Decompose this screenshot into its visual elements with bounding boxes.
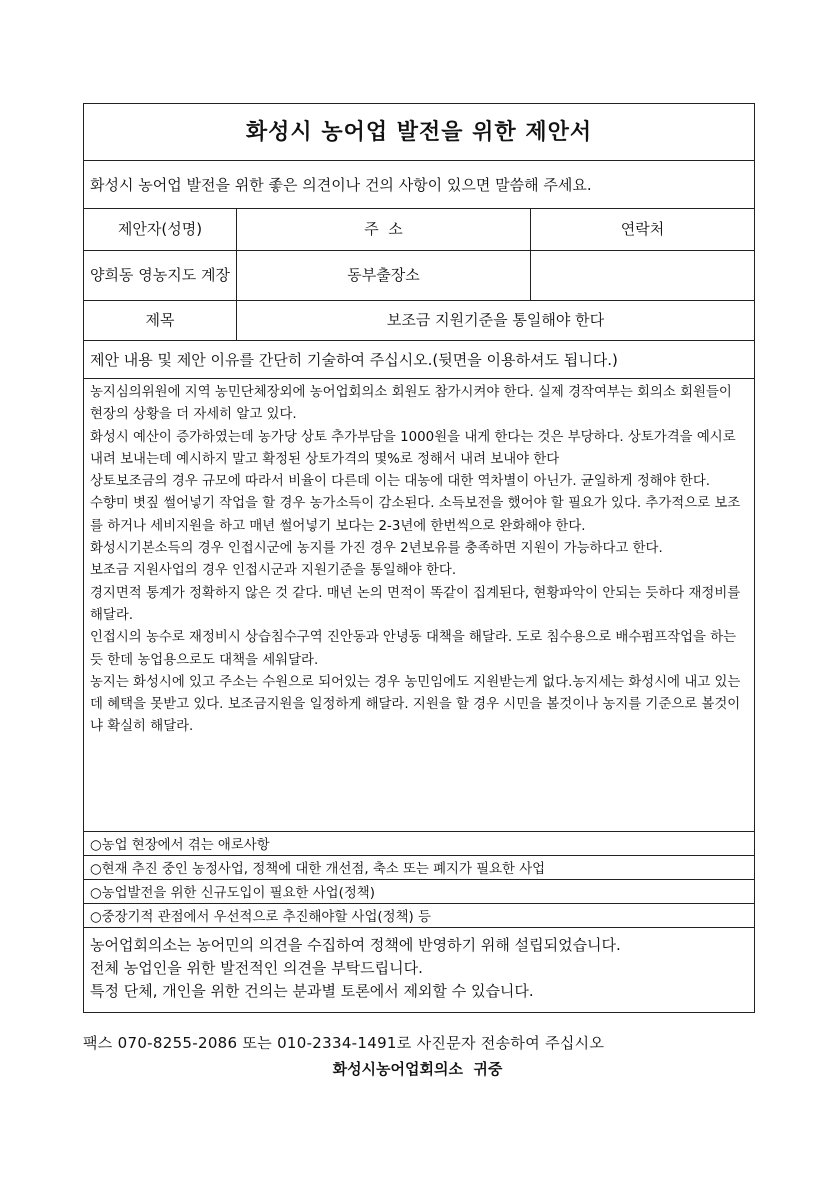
intro-row xyxy=(84,161,754,209)
contact-header: 연락처 xyxy=(620,220,665,238)
closing-line: 특정 단체, 개인을 위한 건의는 분과별 토론에서 제외할 수 있습니다. xyxy=(90,982,534,1000)
intro-text: 화성시 농어업 발전을 위한 좋은 의견이나 건의 사항이 있으면 말씀해 주세요. xyxy=(90,176,592,194)
fax-instructions: 팩스 070-8255-2086 또는 010-2334-1491로 사진문자 전송하여 주십시오 xyxy=(83,1034,605,1052)
checklist-item: ○현재 추진 중인 농정사업, 정책에 대한 개선점, 축소 또는 폐지가 필요한 사업 xyxy=(90,862,546,877)
page-title: 화성시 농어업 발전을 위한 제안서 xyxy=(245,119,593,145)
header-row xyxy=(84,209,754,251)
content-paragraph: 경지면적 통계가 정확하지 않은 것 같다. 매년 논의 면적이 똑같이 집계된다, 현황파악이 안되는 듯하다 재정비를 해달라. xyxy=(90,585,741,623)
checklist-row xyxy=(84,904,754,928)
subject-value: 보조금 지원기준을 통일해야 한다 xyxy=(386,311,605,329)
contact-value xyxy=(531,251,754,300)
content-row xyxy=(84,379,754,832)
address-header: 주 소 xyxy=(237,209,531,250)
subject-row xyxy=(84,301,754,341)
content-paragraph: 인접시의 농수로 재정비시 상습침수구역 진안동과 안녕동 대책을 해달라. 도로 침수용으로 배수펌프작업을 하는 듯 한데 농업용으로도 대책을 세워달라. xyxy=(90,630,737,668)
content-label-row xyxy=(84,341,754,379)
content-paragraph: 수향미 볏짚 썰어넣기 작업을 할 경우 농가소득이 감소된다. 소득보전을 했어야 할 필요가 있다. 추가적으로 보조를 하거나 세비지원을 하고 매년 썰어넣기 보다는 2-3년에 한번씩으로 완화해야 한다. xyxy=(90,496,741,534)
proposal-form xyxy=(83,103,755,1013)
checklist-row xyxy=(84,856,754,880)
content-paragraph: 보조금 지원사업의 경우 인접시군과 지원기준을 통일해야 한다. xyxy=(90,563,457,579)
signature: 화성시농어업회의소 귀중 xyxy=(332,1060,503,1078)
content-paragraph: 농지심의위원에 지역 농민단체장외에 농어업회의소 회원도 참가시켜야 한다. 실제 경작여부는 회의소 회원들이 현장의 상황을 더 자세히 알고 있다. xyxy=(90,385,732,423)
content-paragraph: 화성시기본소득의 경우 인접시군에 농지를 가진 경우 2년보유를 충족하면 지원이 가능하다고 한다. xyxy=(90,541,663,557)
content-paragraph: 농지는 화성시에 있고 주소는 수원으로 되어있는 경우 농민임에도 지원받는게 없다.농지세는 화성시에 내고 있는데 혜택을 못받고 있다. 보조금지원을 일정하게 해달라. 지원을 할 경우 시민을 볼것이나 농지를 기준으로 볼것이냐 확실히 해달라. xyxy=(90,674,741,735)
closing-line: 전체 농업인을 위한 발전적인 의견을 부탁드립니다. xyxy=(90,959,423,977)
info-row xyxy=(84,251,754,301)
content-paragraph: 화성시 예산이 증가하였는데 농가당 상토 추가부담을 1000원을 내게 한다는 것은 부당하다. 상토가격을 예시로 내려 보내는데 예시하지 말고 확정된 상토가격의 몇%로 정해서 내려 보내야 한다 xyxy=(90,429,736,467)
content-paragraph: 상토보조금의 경우 규모에 따라서 비율이 다른데 이는 대농에 대한 역차별이 아닌가. 균일하게 정해야 한다. xyxy=(90,474,711,490)
closing-notes xyxy=(90,934,748,1003)
checklist-item: ○중장기적 관점에서 우선적으로 추진해야할 사업(정책) 등 xyxy=(90,910,431,925)
proposer-value: 양희동 영농지도 계장 xyxy=(84,251,237,300)
checklist-row xyxy=(84,880,754,904)
checklist-row xyxy=(84,832,754,856)
closing-row xyxy=(84,928,754,1012)
content-body xyxy=(90,382,748,739)
checklist-item: ○농업발전을 위한 신규도입이 필요한 사업(정책) xyxy=(90,886,375,901)
content-label: 제안 내용 및 제안 이유를 간단히 기술하여 주십시오.(뒷면을 이용하셔도 됩니다.) xyxy=(90,351,618,369)
subject-label: 제목 xyxy=(84,301,237,340)
address-value: 동부출장소 xyxy=(237,251,531,300)
title-row xyxy=(84,104,754,161)
proposer-header: 제안자(성명) xyxy=(84,209,237,250)
closing-line: 농어업회의소는 농어민의 의견을 수집하여 정책에 반영하기 위해 설립되었습니다. xyxy=(90,936,621,954)
checklist-item: ○농업 현장에서 겪는 애로사항 xyxy=(90,838,270,853)
